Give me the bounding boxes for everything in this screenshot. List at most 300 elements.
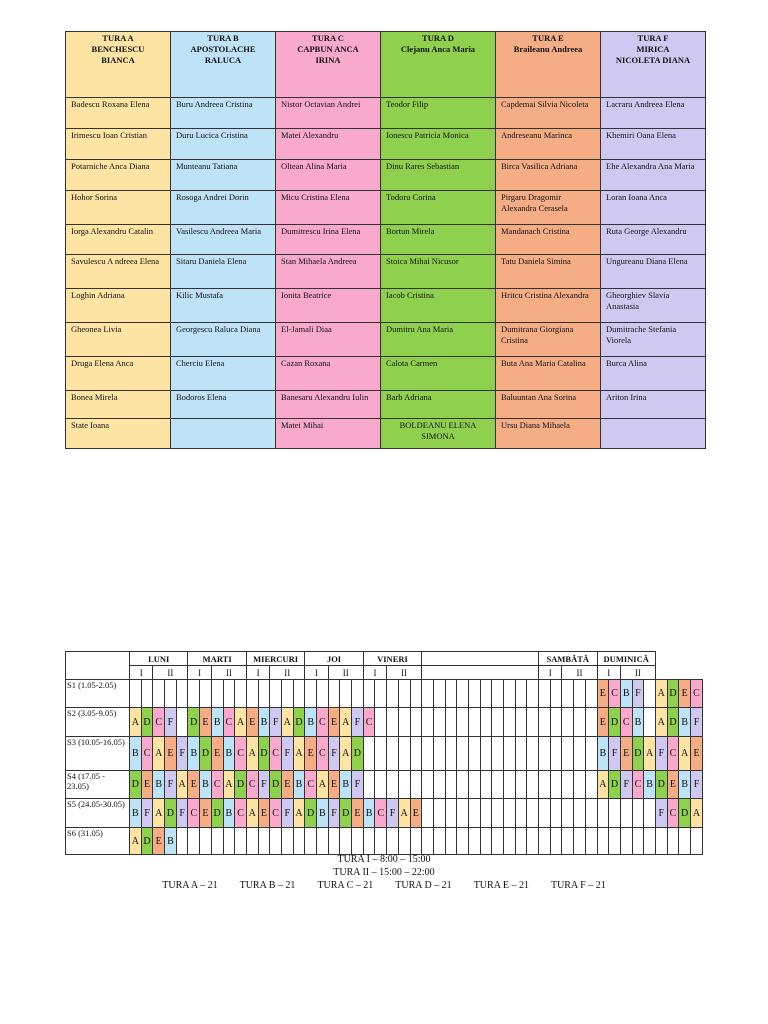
schedule-cell [562,737,574,771]
schedule-cell [457,737,469,771]
schedule-cell: A [340,708,352,737]
schedule-cell: C [270,737,282,771]
schedule-cell: E [410,799,422,828]
schedule-day-0: LUNI [130,652,188,666]
schedule-cell: E [246,708,258,737]
schedule-cell [644,828,656,855]
legend-team-count: TURA F – 21 [550,880,606,891]
schedule-cell: A [691,799,703,828]
schedule-cell: C [211,771,223,799]
schedule-cell [515,737,527,771]
schedule-cell [398,828,410,855]
schedule-cell: B [223,799,235,828]
schedule-cell [398,708,410,737]
team-member-cell: Micu Cristina Elena [276,191,381,225]
schedule-cell [433,799,445,828]
team-member-cell: Ruta George Alexandru [601,225,706,255]
schedule-cell: D [305,799,317,828]
schedule-cell: F [691,708,703,737]
schedule-cell [597,828,609,855]
schedule-cell: F [352,708,364,737]
schedule-cell: B [317,799,329,828]
schedule-cell: F [281,737,293,771]
schedule-cell: D [211,799,223,828]
legend-shift-1: TURA I – 8:00 – 15:00 [337,854,431,865]
schedule-cell: A [293,737,305,771]
team-member-cell: Stan Mihaela Andreea [276,255,381,289]
schedule-cell [539,708,551,737]
schedule-cell: B [305,708,317,737]
schedule-cell: D [165,799,177,828]
schedule-cell [480,828,492,855]
schedule-cell: E [691,737,703,771]
schedule-cell: A [655,680,667,708]
schedule-cell: E [141,771,153,799]
schedule-cell: C [632,771,644,799]
week-label: S1 (1.05-2.05) [66,680,130,708]
schedule-cell: A [246,737,258,771]
schedule-cell [433,708,445,737]
schedule-cell: A [246,799,258,828]
schedule-cell: A [317,771,329,799]
schedule-cell [597,799,609,828]
team-member-cell: Georgescu Raluca Diana [171,323,276,357]
schedule-week-row [66,799,703,828]
schedule-cell [468,737,480,771]
schedule-cell: B [340,771,352,799]
schedule-cell: D [188,708,200,737]
team-member-cell: Vasilescu Andreea Maria [171,225,276,255]
schedule-cell [387,771,399,799]
schedule-cell [562,771,574,799]
team-member-cell: Teodor Filip [381,98,496,129]
team-member-cell: Birca Vasilica Adriana [496,160,601,191]
schedule-cell [235,680,247,708]
schedule-cell: A [176,771,188,799]
schedule-cell: D [235,771,247,799]
schedule-cell [527,737,539,771]
team-header-line: APOSTOLACHE [190,44,256,54]
team-member-cell: Calota Carmen [381,357,496,391]
team-member-row [66,191,706,225]
schedule-cell: B [200,771,212,799]
schedule-cell [585,737,597,771]
team-member-cell: Baluuntan Ana Sorina [496,391,601,419]
schedule-cell [644,680,656,708]
schedule-cell: B [223,737,235,771]
schedule-cell [480,680,492,708]
schedule-cell: D [667,708,679,737]
team-member-cell: Lacraru Andreea Elena [601,98,706,129]
schedule-cell: E [597,680,609,708]
team-header-line: Clejanu Anca Maria [400,44,476,54]
schedule-cell: E [211,737,223,771]
team-member-cell: Mandanach Cristina [496,225,601,255]
team-header-line: Braileanu Andreea [513,44,583,54]
schedule-cell [176,708,188,737]
team-header-line: CAPBUN ANCA [297,44,359,54]
schedule-cell: D [352,737,364,771]
schedule-cell: D [609,771,621,799]
schedule-cell: E [200,708,212,737]
schedule-cell: C [141,737,153,771]
schedule-cell [562,680,574,708]
schedule-cell: E [281,771,293,799]
schedule-cell: B [188,737,200,771]
team-header-line: TURA C [312,33,344,43]
schedule-cell [620,799,632,828]
schedule-cell [492,737,504,771]
schedule-cell: D [340,799,352,828]
schedule-cell: C [223,708,235,737]
schedule-cell: B [165,828,177,855]
schedule-cell [363,737,375,771]
team-member-cell [171,419,276,449]
schedule-cell: E [165,737,177,771]
legend-team-count: TURA D – 21 [395,880,452,891]
team-member-cell: Dumitru Ana Maria [381,323,496,357]
schedule-cell [422,708,434,737]
schedule-cell [445,799,457,828]
schedule-cell [562,828,574,855]
legend-team-count: TURA C – 21 [317,880,374,891]
shift-label: I [305,666,328,680]
schedule-cell [258,680,270,708]
schedule-cell [211,680,223,708]
team-member-cell: Capdemai Silvia Nicoleta [496,98,601,129]
schedule-cell [410,708,422,737]
team-member-cell: Dinu Rares Sebastian [381,160,496,191]
team-member-cell: Burca Alina [601,357,706,391]
schedule-cell [422,680,434,708]
schedule-cell [550,799,562,828]
schedule-cell: D [609,708,621,737]
schedule-cell [644,799,656,828]
schedule-cell [468,799,480,828]
schedule-cell [410,771,422,799]
schedule-cell: C [667,799,679,828]
team-header-f [601,32,706,98]
week-label: S5 (24.05-30.05) [66,799,130,828]
schedule-cell [539,799,551,828]
schedule-cell [527,708,539,737]
schedule-cell [515,680,527,708]
legend-team-count: TURA E – 21 [473,880,529,891]
schedule-cell: B [679,771,691,799]
legend-team-count: TURA B – 21 [239,880,296,891]
schedule-cell [691,828,703,855]
team-member-row [66,160,706,191]
team-member-cell: Hohor Sorina [66,191,171,225]
team-member-cell: Cherciu Elena [171,357,276,391]
schedule-cell: D [141,708,153,737]
schedule-week-row [66,737,703,771]
schedule-cell [632,828,644,855]
schedule-cell [527,680,539,708]
team-member-cell: Hritcu Cristina Alexandra [496,289,601,323]
schedule-cell: A [153,799,165,828]
schedule-cell [515,708,527,737]
team-member-cell: Andreseanu Marinca [496,129,601,160]
schedule-cell [305,828,317,855]
team-member-cell: Badescu Roxana Elena [66,98,171,129]
schedule-cell: D [679,799,691,828]
schedule-cell [445,680,457,708]
schedule-cell [550,771,562,799]
team-member-cell: Irimescu Ioan Cristian [66,129,171,160]
team-header-line: TURA F [637,33,669,43]
schedule-cell: E [200,799,212,828]
team-member-cell: Bonea Mirela [66,391,171,419]
schedule-day-1: MARTI [188,652,246,666]
team-header-line: TURA B [207,33,239,43]
schedule-cell: A [340,737,352,771]
schedule-cell [655,828,667,855]
schedule-cell [375,708,387,737]
schedule-cell: C [667,737,679,771]
schedule-cell [550,680,562,708]
schedule-cell: D [141,828,153,855]
team-member-cell: Kilic Mustafa [171,289,276,323]
schedule-cell [410,737,422,771]
schedule-cell: F [609,737,621,771]
schedule-cell [410,680,422,708]
team-member-row [66,289,706,323]
schedule-cell [176,680,188,708]
schedule-cell [363,680,375,708]
team-member-cell: Buta Ana Maria Catalina [496,357,601,391]
schedule-day-row [66,652,703,666]
schedule-day-2: MIERCURI [246,652,304,666]
schedule-cell [585,799,597,828]
shift-label: I [130,666,153,680]
schedule-cell [422,799,434,828]
team-member-cell: Buru Andreea Cristina [171,98,276,129]
schedule-cell [258,828,270,855]
schedule-cell [281,828,293,855]
schedule-cell: C [609,680,621,708]
shift-label: II [328,666,363,680]
schedule-cell: F [328,799,340,828]
schedule-week-row [66,771,703,799]
schedule-cell: E [305,737,317,771]
team-member-cell: Khemiri Oana Elena [601,129,706,160]
week-label: S6 (31.05) [66,828,130,855]
schedule-cell: B [211,708,223,737]
schedule-cell [293,680,305,708]
shift-label: II [387,666,422,680]
schedule-cell [504,680,516,708]
schedule-cell [422,737,434,771]
schedule-cell: B [363,799,375,828]
team-member-cell: El-Jamali Diaa [276,323,381,357]
schedule-cell [585,771,597,799]
schedule-day-3: JOI [305,652,363,666]
schedule-cell [527,828,539,855]
schedule-cell [387,708,399,737]
schedule-cell [270,680,282,708]
team-member-row [66,129,706,160]
schedule-cell: D [632,737,644,771]
schedule-cell [504,737,516,771]
schedule-cell: B [293,771,305,799]
schedule-cell [340,680,352,708]
schedule-cell [200,828,212,855]
team-member-cell: Matei Mihai [276,419,381,449]
schedule-cell [585,708,597,737]
shift-label: I [246,666,269,680]
schedule-cell: C [317,737,329,771]
team-header-d [381,32,496,98]
schedule-cell: C [305,771,317,799]
schedule-cell [574,799,586,828]
schedule-cell [492,771,504,799]
schedule-cell: A [223,771,235,799]
team-header-row [66,32,706,98]
schedule-cell: D [200,737,212,771]
schedule-cell [398,737,410,771]
schedule-cell [141,680,153,708]
team-member-row [66,323,706,357]
schedule-cell: D [655,771,667,799]
schedule-cell [328,828,340,855]
schedule-cell [539,680,551,708]
team-member-row [66,391,706,419]
schedule-cell [433,828,445,855]
schedule-cell [363,828,375,855]
team-member-cell: Rosoga Andrei Dorin [171,191,276,225]
team-header-line: IRINA [315,55,341,65]
team-member-cell: Duru Lucica Cristina [171,129,276,160]
schedule-cell [539,737,551,771]
schedule-cell [492,799,504,828]
schedule-cell [200,680,212,708]
schedule-cell: F [141,799,153,828]
week-label: S2 (3.05-9.05) [66,708,130,737]
schedule-cell: A [398,799,410,828]
schedule-cell [504,828,516,855]
schedule-cell: A [281,708,293,737]
schedule-cell [492,828,504,855]
schedule-cell [246,680,258,708]
shift-label: I [188,666,211,680]
schedule-cell: F [165,771,177,799]
schedule-cell: F [258,771,270,799]
team-member-cell: Loghin Adriana [66,289,171,323]
schedule-corner [66,652,130,680]
schedule-cell: F [655,799,667,828]
schedule-cell: C [691,680,703,708]
team-member-cell: Ionescu Patricia Monica [381,129,496,160]
schedule-day-6: DUMINICĂ [597,652,655,666]
schedule-cell [504,799,516,828]
schedule-cell [445,708,457,737]
schedule-cell: B [130,737,142,771]
team-member-cell: Dumitrescu Irina Elena [276,225,381,255]
shift-label: I [597,666,620,680]
team-member-cell: Barb Adriana [381,391,496,419]
legend-shift-2: TURA II – 15:00 – 22:00 [333,867,435,878]
schedule-cell: F [620,771,632,799]
schedule-cell [223,828,235,855]
schedule-cell [574,828,586,855]
team-header-c [276,32,381,98]
schedule-cell [375,737,387,771]
schedule-cell [468,680,480,708]
schedule-cell: C [620,708,632,737]
schedule-cell: B [130,799,142,828]
schedule-cell [433,737,445,771]
schedule-cell [527,771,539,799]
schedule-gap-cell [422,666,539,680]
schedule-cell [515,771,527,799]
team-member-cell: Druga Elena Anca [66,357,171,391]
team-member-row [66,419,706,449]
shift-label: II [270,666,305,680]
team-header-line: NICOLETA DIANA [615,55,691,65]
schedule-cell [457,799,469,828]
schedule-cell: A [153,737,165,771]
team-header-line: RALUCA [204,55,242,65]
schedule-cell [422,771,434,799]
schedule-cell: A [130,708,142,737]
schedule-cell: D [293,708,305,737]
team-member-row [66,357,706,391]
schedule-cell [433,771,445,799]
schedule-cell [620,828,632,855]
schedule-cell: A [644,737,656,771]
schedule-cell: C [317,708,329,737]
team-member-cell: Potarniche Anca Diana [66,160,171,191]
schedule-cell: B [153,771,165,799]
team-member-cell: Ionita Beatrice [276,289,381,323]
schedule-cell [574,680,586,708]
schedule-cell: B [679,708,691,737]
team-header-e [496,32,601,98]
team-roster-table [65,31,706,449]
schedule-cell: E [667,771,679,799]
schedule-cell: F [270,708,282,737]
schedule-cell [246,828,258,855]
schedule-cell [375,771,387,799]
schedule-cell [270,828,282,855]
schedule-cell [480,708,492,737]
schedule-cell [515,828,527,855]
shift-label: I [539,666,562,680]
schedule-cell: D [270,771,282,799]
team-member-cell [601,419,706,449]
schedule-cell [609,828,621,855]
team-member-row [66,255,706,289]
team-header-line: TURA E [532,33,564,43]
schedule-cell [165,680,177,708]
schedule-cell [667,828,679,855]
schedule-cell: C [270,799,282,828]
schedule-cell [468,708,480,737]
schedule-cell: E [352,799,364,828]
schedule-gap-cell [422,652,539,666]
schedule-cell [317,828,329,855]
shift-schedule-table [65,651,703,855]
schedule-cell: E [328,708,340,737]
team-member-cell: Matei Alexandru [276,129,381,160]
schedule-cell: A [235,708,247,737]
schedule-cell: E [153,828,165,855]
schedule-cell: E [679,680,691,708]
schedule-cell [632,799,644,828]
schedule-cell: F [328,737,340,771]
schedule-cell: F [352,771,364,799]
